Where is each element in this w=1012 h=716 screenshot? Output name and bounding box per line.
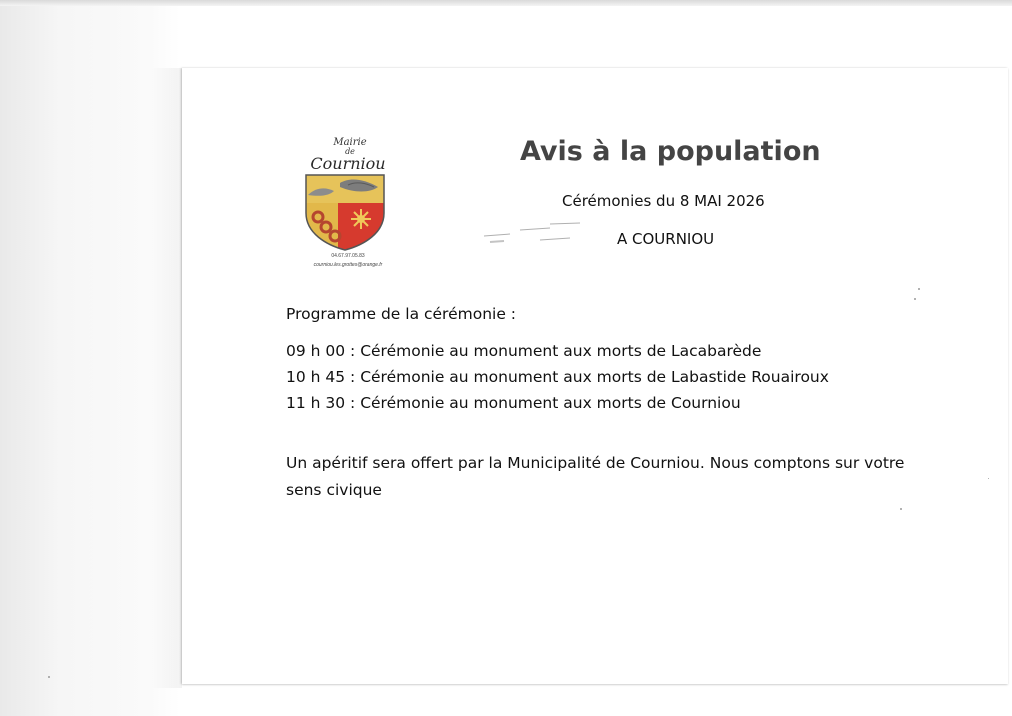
town-hall-logo — [300, 138, 396, 273]
logo-phone: 04.67.97.05.83 — [331, 253, 365, 259]
scan-speck — [900, 508, 902, 510]
scan-speck — [918, 288, 920, 290]
schedule-item: 09 h 00 : Cérémonie au monument aux morts de Lacabarède — [286, 342, 762, 360]
ink-smudge — [480, 218, 590, 248]
scanner-edge — [0, 0, 1012, 6]
scan-speck — [988, 478, 989, 479]
ceremony-schedule — [286, 338, 829, 416]
schedule-item: 11 h 30 : Cérémonie au monument aux morts de Courniou — [286, 394, 741, 412]
ceremony-place: A COURNIOU — [617, 230, 715, 248]
logo-de-text: de — [345, 147, 355, 156]
scan-speck — [48, 676, 50, 678]
program-heading: Programme de la cérémonie : — [286, 305, 517, 323]
scan-speck — [914, 298, 916, 300]
sheet-shadow — [150, 68, 182, 688]
coat-of-arms-icon — [304, 173, 386, 251]
notice-title: Avis à la population — [520, 136, 821, 167]
closing-paragraph: Un apéritif sera offert par la Municipalité de Courniou. Nous comptons sur votre sens civique — [286, 454, 905, 499]
paper-sheet — [182, 68, 1008, 684]
ceremony-date: Cérémonies du 8 MAI 2026 — [562, 192, 765, 210]
logo-mairie-text: Mairie — [333, 137, 367, 148]
logo-town-name: Courniou — [310, 154, 386, 173]
logo-email: courniou.les.grottes@orange.fr — [313, 262, 383, 268]
schedule-item: 10 h 45 : Cérémonie au monument aux morts de Labastide Rouairoux — [286, 368, 829, 386]
